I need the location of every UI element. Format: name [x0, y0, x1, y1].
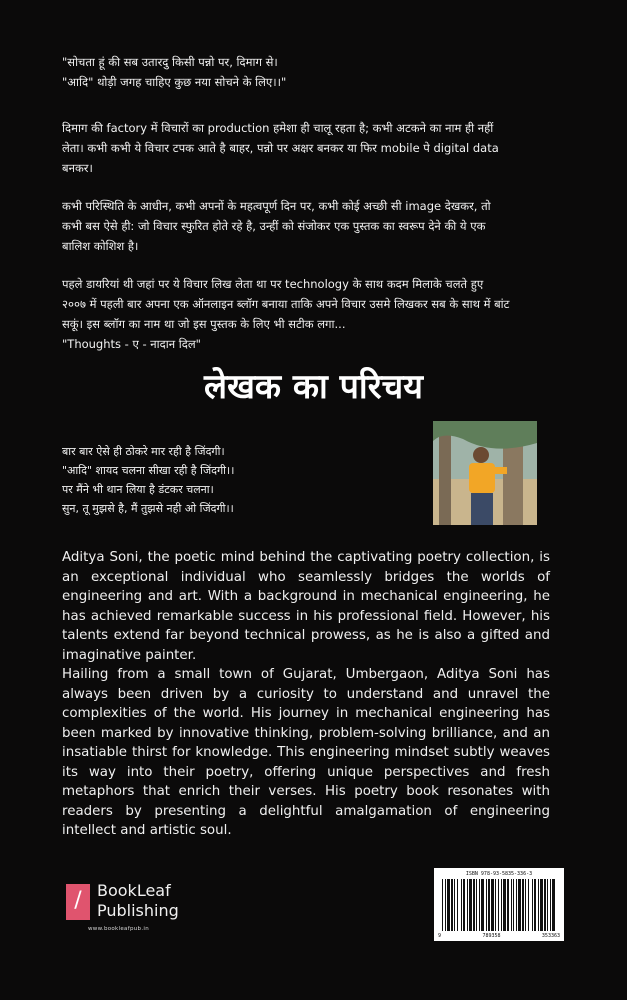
blurb-line: पहले डायरियां थी जहां पर ये विचार लिख लेता था पर technology के साथ कदम मिलाके चलते हुए: [62, 277, 484, 291]
barcode-digit-group: 789358: [482, 933, 501, 939]
barcode-bar: [454, 879, 455, 931]
barcode-bar: [445, 879, 446, 931]
isbn-barcode: [434, 868, 564, 941]
barcode-bar: [495, 879, 496, 931]
blurb-line: बालिश कोशिश है।: [62, 239, 139, 253]
isbn-text: ISBN 978-93-5835-336-3: [465, 871, 533, 877]
publisher-name-line2: Publishing: [97, 901, 179, 920]
barcode-bar: [461, 879, 462, 931]
bio-paragraph: Hailing from a small town of Gujarat, Umbergaon, Aditya Soni has always been driven by a curiosity to understand and unravel the complexities of the world. His journey in mechanical engineering has been marked by innovative thinking, problem-solving brilliance, and an insatiable thirst for knowledge. This engineering mindset subtly weaves its way into their poetry, offering unique perspectives and fresh metaphors that enrich their verses. His poetry book resonates with readers by presenting a delightful amalgamation of engineering intellect and artistic soul.: [62, 667, 550, 838]
poem-line: "आदि" शायद चलना सीखा रही है जिंदगी।।: [62, 464, 235, 477]
poem-line: पर मैंने भी थान लिया है डंटकर चलना।: [62, 483, 214, 496]
barcode-bar: [498, 879, 499, 931]
barcode-bar: [540, 879, 543, 931]
blurb-line: सकूं। इस ब्लॉग का नाम था जो इस पुस्तक के लिए भी सटीक लगा...: [62, 317, 346, 331]
publisher-name-line1: BookLeaf: [97, 881, 171, 900]
barcode-bar: [463, 879, 465, 931]
barcode-bar: [550, 879, 551, 931]
blurb-line: बनकर।: [62, 161, 93, 175]
blurb-line: लेता। कभी कभी ये विचार टपक आते है बाहर, पन्नो पर अक्षर बनकर या फिर mobile पे digital data: [62, 141, 499, 155]
blurb-paragraph-3: [62, 196, 562, 256]
barcode-bar: [486, 879, 487, 931]
barcode-bar: [447, 879, 450, 931]
blurb-line: "Thoughts - ए - नादान दिल": [62, 337, 201, 351]
barcode-bar: [451, 879, 453, 931]
blurb-line: कभी बस ऐसे ही: जो विचार स्फुरित होते रहे है, उन्हीं को संजोकर एक पुस्तक का स्वरूप देने की ये एक: [62, 219, 486, 233]
blurb-line: दिमाग की factory में विचारों का production हमेशा ही चालू रहता है; कभी अटकने का नाम ही नहीं: [62, 121, 494, 135]
barcode-bar: [511, 879, 512, 931]
barcode-bar: [534, 879, 536, 931]
barcode-digit-group: 353363: [541, 933, 560, 939]
barcode-bar: [547, 879, 548, 931]
blurb-line: २००७ में पहली बार अपना एक ऑनलाइन ब्लॉग बनाया ताकि अपने विचार उसमे लिखकर सब के साथ में बांट: [62, 297, 510, 311]
publisher-url: www.bookleafpub.in: [88, 926, 149, 932]
barcode-bar: [532, 879, 533, 931]
blurb-paragraph-2: [62, 118, 562, 178]
barcode-bar: [479, 879, 480, 931]
barcode-bar: [476, 879, 477, 931]
barcode-bar: [528, 879, 529, 931]
barcode-bar: [488, 879, 490, 931]
barcode-digits: [438, 933, 560, 939]
barcode-bar: [503, 879, 506, 931]
barcode-bar: [473, 879, 475, 931]
blurb-line: "आदि" थोड़ी जगह चाहिए कुछ नया सोचने के लिए।।": [62, 75, 287, 89]
barcode-bar: [491, 879, 494, 931]
blurb-line: कभी परिस्थिति के आधीन, कभी अपनों के महत्वपूर्ण दिन पर, कभी कोई अच्छी सी image देखकर, तो: [62, 199, 491, 213]
bio-paragraph: Aditya Soni, the poetic mind behind the captivating poetry collection, is an exceptional individual who seamlessly bridges the worlds of engineering and art. With a background in mechanical engineering, he has achieved remarkable success in his professional field. However, his talents extend far beyond technical prowess, as he is also a gifted and imaginative painter.: [62, 550, 550, 663]
author-photo: [433, 421, 537, 525]
barcode-bar: [518, 879, 521, 931]
barcode-bar: [467, 879, 468, 931]
barcode-digit-group: 9: [438, 933, 442, 939]
barcode-bar: [442, 879, 443, 931]
barcode-bar: [507, 879, 509, 931]
poem-stanza: [62, 442, 422, 518]
barcode-bar: [544, 879, 546, 931]
barcode-bar: [522, 879, 524, 931]
barcode-bar: [469, 879, 472, 931]
barcode-bar: [552, 879, 555, 931]
author-bio: [62, 548, 550, 841]
blurb-paragraph-1: [62, 52, 562, 92]
barcode-bar: [513, 879, 514, 931]
poem-line: सुन, तू मुझसे है, मैं तुझसे नही ओ जिंदगी।।: [62, 502, 234, 515]
publisher-logo: [66, 881, 226, 940]
blurb-paragraph-4: [62, 274, 562, 354]
author-photo-illustration: [433, 421, 537, 525]
barcode-bar: [457, 879, 458, 931]
barcode-bar: [538, 879, 539, 931]
poem-line: बार बार ऐसे ही ठोकरे मार रही है जिंदगी।: [62, 445, 225, 458]
blurb-line: "सोचता हूं की सब उतारदु किसी पन्नो पर, दिमाग से।: [62, 55, 278, 69]
barcode-bar: [516, 879, 517, 931]
publisher-mark-icon: /: [66, 884, 90, 920]
author-intro-heading: लेखक का परिचय: [204, 367, 423, 407]
barcode-bar: [501, 879, 502, 931]
barcode-bar: [525, 879, 526, 931]
barcode-bar: [481, 879, 484, 931]
barcode-bars: [434, 868, 564, 941]
